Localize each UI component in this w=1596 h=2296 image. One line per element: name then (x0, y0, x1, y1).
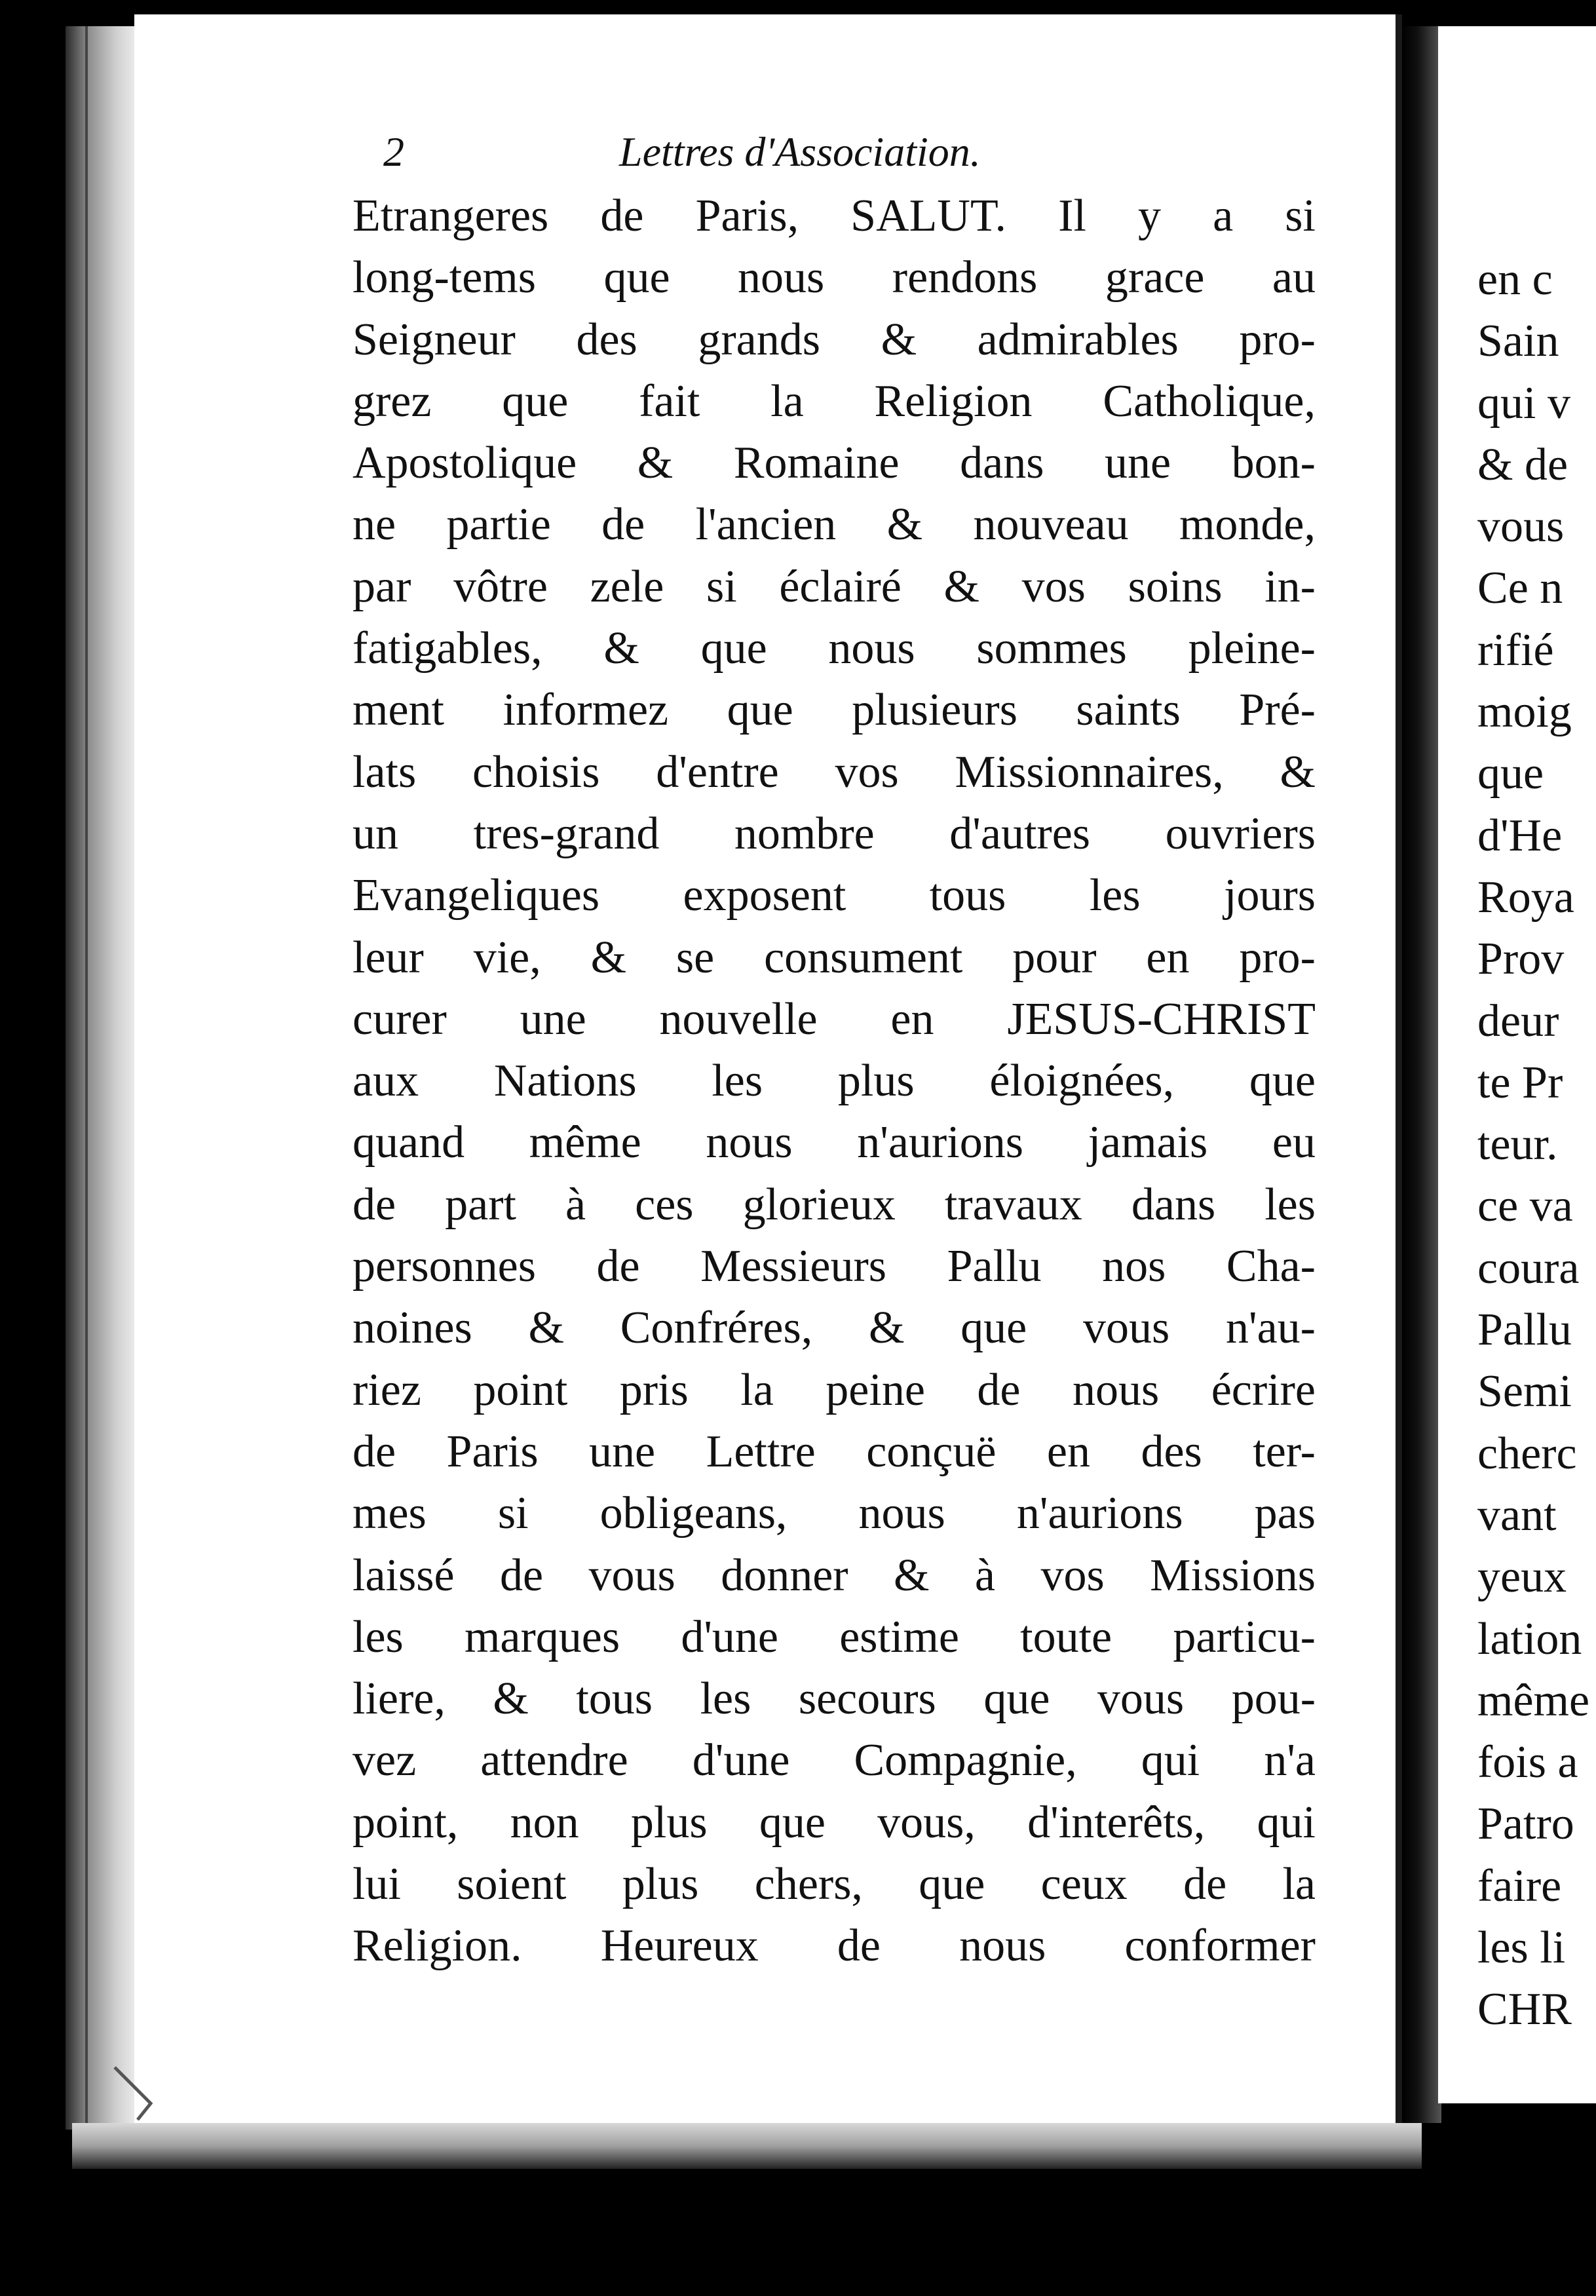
text-line: vez attendre d'une Compagnie, qui n'a (352, 1735, 1316, 1786)
left-page-edge (66, 26, 138, 2130)
facing-text-line: te Pr (1477, 1057, 1563, 1108)
page-bottom-edge (72, 2123, 1422, 2169)
text-line: un tres-grand nombre d'autres ouvriers (352, 808, 1316, 859)
text-line: long-tems que nous rendons grace au (352, 252, 1316, 303)
text-line: fatigables, & que nous sommes pleine- (352, 623, 1316, 674)
text-line: lats choisis d'entre vos Missionnaires, & (352, 746, 1316, 797)
facing-text-line: fois a (1477, 1737, 1578, 1788)
facing-page-text (1477, 249, 1589, 2041)
facing-text-line: Roya (1477, 871, 1574, 923)
text-line: Evangeliques exposent tous les jours (352, 870, 1316, 921)
facing-text-line: deur (1477, 995, 1559, 1046)
text-line: aux Nations les plus éloignées, que (352, 1056, 1316, 1107)
text-line: quand même nous n'aurions jamais eu (352, 1117, 1316, 1168)
text-line: point, non plus que vous, d'interêts, qui (352, 1797, 1316, 1848)
facing-text-line: cherc (1477, 1428, 1577, 1479)
facing-text-line: Prov (1477, 934, 1565, 985)
text-line: Apostolique & Romaine dans une bon- (352, 438, 1316, 489)
top-right-dark-border (1428, 0, 1596, 26)
facing-text-line: teur. (1477, 1119, 1558, 1170)
facing-text-line: en c (1477, 254, 1553, 305)
text-line: riez point pris la peine de nous écrire (352, 1364, 1316, 1415)
text-line: les marques d'une estime toute particu- (352, 1611, 1316, 1662)
facing-text-line: même (1477, 1675, 1590, 1726)
text-line: Seigneur des grands & admirables pro- (352, 314, 1316, 365)
facing-text-line: CHR (1477, 1984, 1572, 2035)
facing-text-line: rifié (1477, 624, 1554, 676)
text-line: Etrangeres de Paris, SALUT. Il y a si (352, 191, 1316, 241)
facing-text-line: & de (1477, 439, 1568, 490)
text-line: mes si obligeans, nous n'aurions pas (352, 1488, 1316, 1539)
facing-text-line: lation (1477, 1613, 1582, 1664)
facing-text-line: ce va (1477, 1181, 1573, 1232)
facing-text-line: Ce n (1477, 563, 1563, 614)
facing-text-line: yeux (1477, 1552, 1567, 1603)
facing-text-line: Pallu (1477, 1305, 1572, 1356)
book-gutter (1402, 26, 1441, 2123)
text-line: noines & Confréres, & que vous n'au- (352, 1303, 1316, 1354)
body-text (352, 185, 1316, 1978)
text-line: grez que fait la Religion Catholique, (352, 375, 1316, 427)
facing-text-line: d'He (1477, 810, 1563, 861)
text-line: curer une nouvelle en JESUS-CHRIST (352, 993, 1316, 1044)
text-line: Religion. Heureux de nous conformer (352, 1921, 1316, 1972)
running-head (383, 128, 1248, 187)
text-line: personnes de Messieurs Pallu nos Cha- (352, 1241, 1316, 1292)
facing-text-line: vous (1477, 501, 1565, 552)
facing-page-partial (1438, 26, 1596, 2103)
text-line: laissé de vous donner & à vos Missions (352, 1550, 1316, 1601)
text-line: ment informez que plusieurs saints Pré- (352, 685, 1316, 736)
text-line: ne partie de l'ancien & nouveau monde, (352, 499, 1316, 550)
page-number: 2 (383, 128, 404, 175)
facing-text-line: les li (1477, 1923, 1566, 1974)
text-line: de part à ces glorieux travaux dans les (352, 1179, 1316, 1230)
facing-text-line: coura (1477, 1242, 1580, 1293)
facing-text-line: que (1477, 748, 1544, 799)
facing-text-line: Patro (1477, 1799, 1574, 1850)
text-line: lui soient plus chers, que ceux de la (352, 1859, 1316, 1910)
facing-text-line: Semi (1477, 1366, 1572, 1417)
facing-text-line: moig (1477, 687, 1572, 738)
text-line: leur vie, & se consument pour en pro- (352, 932, 1316, 983)
text-line: de Paris une Lettre conçuë en des ter- (352, 1426, 1316, 1477)
facing-text-line: Sain (1477, 316, 1559, 367)
running-title: Lettres d'Association. (619, 128, 981, 175)
page-corner-fold-mark (111, 2064, 157, 2123)
facing-text-line: vant (1477, 1489, 1557, 1540)
text-line: liere, & tous les secours que vous pou- (352, 1674, 1316, 1725)
text-line: par vôtre zele si éclairé & vos soins in- (352, 561, 1316, 612)
facing-text-line: faire (1477, 1860, 1562, 1911)
facing-text-line: qui v (1477, 377, 1570, 429)
